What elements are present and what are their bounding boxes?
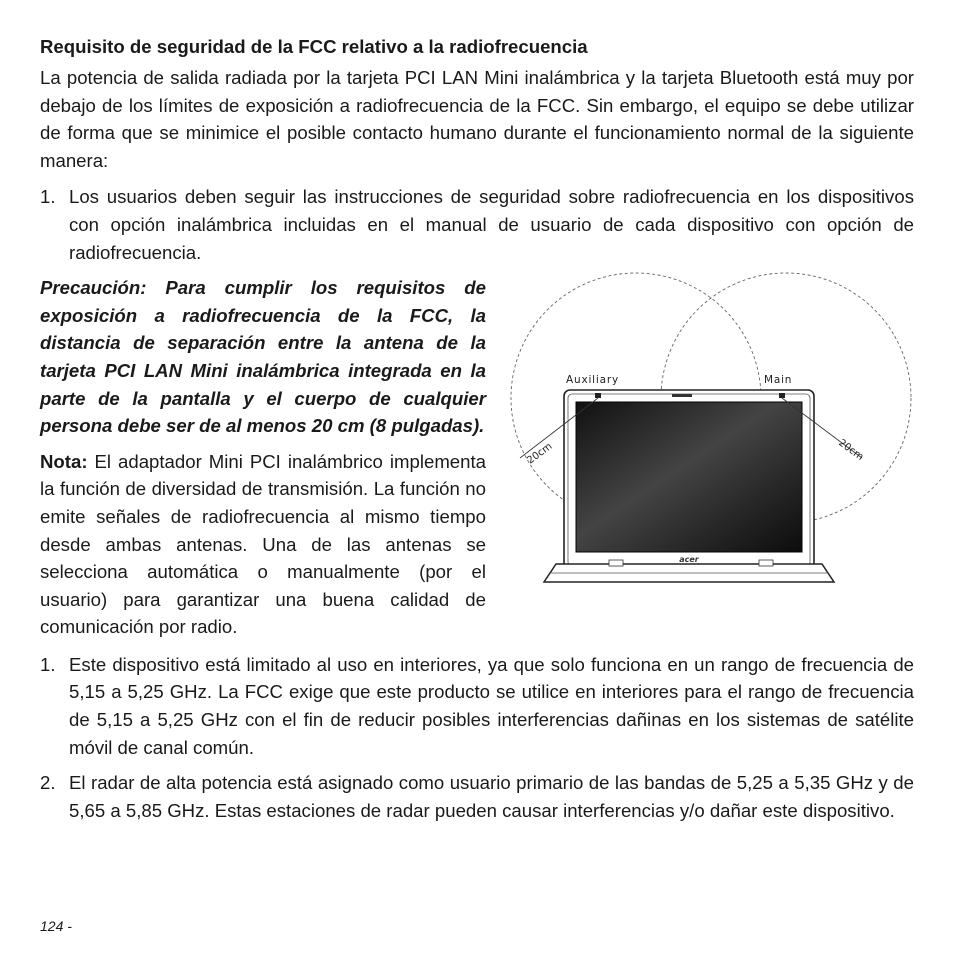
main-label: Main [764,374,793,387]
list-item [40,651,914,761]
list-item-text: Los usuarios deben seguir las instrucciones de seguridad sobre radiofrecuencia en los dispositivos con opción inalámbrica incluidas en el manual de usuario de cada dispositivo con opción de radiofrecuencia. [69,186,914,263]
main-antenna-marker [779,393,785,398]
auxiliary-antenna-marker [595,393,601,398]
laptop-screen [576,402,802,552]
list-number: 2. [40,772,56,794]
intro-paragraph: La potencia de salida radiada por la tarjeta PCI LAN Mini inalámbrica y la tarjeta Bluetooth está muy por debajo de los límites de exposición a radiofrecuencia de la FCC. Sin embargo, el equipo se debe utilizar de forma que se minimice el posible contacto humano durante el funcionamiento normal de la siguiente manera: [40,67,914,171]
note-text: El adaptador Mini PCI inalámbrico implementa la función de diversidad de transmisión. La función no emite señales de radiofrecuencia al mismo tiempo desde ambas antenas. Una de las antenas se selecciona automática o manualmente (por el usuario) para garantizar una buena calidad de comunicación por radio. [40,450,486,638]
note-label: Nota: [40,450,88,472]
auxiliary-distance-label: 20cm [525,441,555,467]
instruction-list [40,183,914,266]
list-item [40,183,914,266]
auxiliary-label: Auxiliary [566,374,619,387]
antenna-diagram-svg [504,268,914,588]
left-hinge [609,560,623,566]
caution-paragraph: Precaución: Para cumplir los requisitos de exposición a radiofrecuencia de la FCC, la distancia de separación entre la antena de la tarjeta PCI LAN Mini inalámbrica integrada en la parte de la pantalla y el cuerpo de cualquier persona debe ser de al menos 20 cm (8 pulgadas). [40,277,486,437]
right-hinge [759,560,773,566]
section-heading: Requisito de seguridad de la FCC relativo a la radiofrecuencia [40,36,588,57]
list-item-text: El radar de alta potencia está asignado como usuario primario de las bandas de 5,25 a 5,35 GHz y de 5,65 a 5,85 GHz. Estas estaciones de radar pueden causar interferencias y/o dañar este dispositivo. [69,772,914,821]
restriction-list [40,651,914,825]
list-item [40,769,914,824]
page-number: 124 - [40,918,72,934]
document-page [40,34,914,824]
webcam-slot [672,394,692,397]
list-item-text: Este dispositivo está limitado al uso en interiores, ya que solo funciona en un rango de frecuencia de 5,15 a 5,25 GHz. La FCC exige que este producto se utilice en interiores para el rango de frecuencia de 5,15 a 5,25 GHz con el fin de reducir posibles interferencias dañinas en los sistemas de satélite móvil de canal común. [69,653,914,758]
list-number: 1. [40,653,56,675]
antenna-diagram [504,268,914,588]
brand-logo: acer [679,555,699,565]
main-distance-label: 20cm [836,437,866,464]
list-number: 1. [40,186,56,208]
